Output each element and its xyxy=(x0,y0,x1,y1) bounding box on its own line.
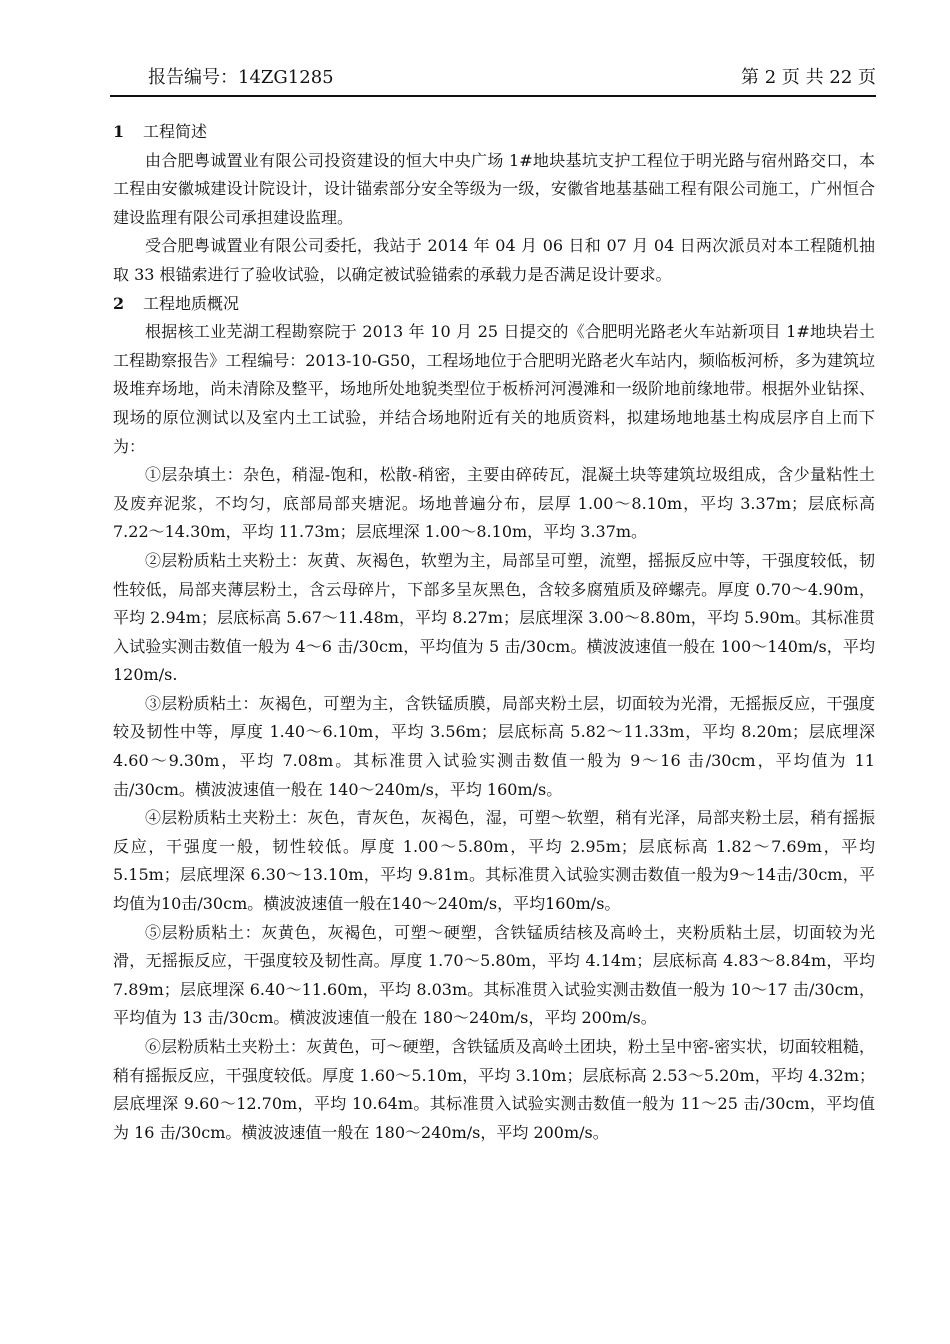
header-divider xyxy=(110,95,876,97)
paragraph: 根据核工业芜湖工程勘察院于 2013 年 10 月 25 日提交的《合肥明光路老火车站新项目 1#地块岩土工程勘察报告》工程编号：2013-10-G50，工程场地位于合肥明光路老火车站内，频临板河桥，多为建筑垃圾堆弃场地，尚未清除及整平，场地所处地貌类型位于板桥河河漫滩和一级阶地前缘地带。根据外业钻探、现场的原位测试以及室内土工试验，并结合场地附近有关的地质资料，拟建场地地基土构成层序自上而下为： xyxy=(113,322,875,456)
section-number: 2 xyxy=(113,293,125,313)
section-heading xyxy=(113,118,875,147)
page-number-info: 第 2 页 共 22 页 xyxy=(741,67,876,88)
section-project-overview xyxy=(113,118,875,290)
document-body xyxy=(113,118,875,1147)
soil-layer-1-paragraph: ①层杂填土：杂色，稍湿-饱和，松散-稍密，主要由碎砖瓦，混凝土块等建筑垃圾组成，含少量粘性土及废弃泥浆，不均匀，底部局部夹塘泥。场地普遍分布，层厚 1.00～8.10m，平均 3.37m；层底标高 7.22～14.30m，平均 11.73m；层底埋深 1.00～8.10m，平均 3.37m。 xyxy=(113,465,875,542)
soil-layer-4-paragraph: ④层粉质粘土夹粉土：灰色，青灰色，灰褐色，湿，可塑～软塑，稍有光泽，局部夹粉土层，稍有摇振反应，干强度一般，韧性较低。厚度 1.00～5.80m，平均 2.95m；层底标高 1.82～7.69m，平均 5.15m；层底埋深 6.30～13.10m，平均 9.81m。其标准贯入试验实测击数值一般为9～14击/30cm，平均值为10击/30cm。横波波速值一般在140～240m/s，平均160m/s。 xyxy=(113,808,875,914)
soil-layer-6-paragraph: ⑥层粉质粘土夹粉土：灰黄色，可～硬塑，含铁锰质及高岭土团块，粉土呈中密-密实状，切面较粗糙，稍有摇振反应，干强度较低。厚度 1.60～5.10m，平均 3.10m；层底标高 2.53～5.20m，平均 4.32m；层底埋深 9.60～12.70m，平均 10.64m。其标准贯入试验实测击数值一般为 11～25 击/30cm，平均值为 16 击/30cm。横波波速值一般在 180～240m/s，平均 200m/s。 xyxy=(113,1037,875,1142)
report-number: 报告编号：14ZG1285 xyxy=(148,67,334,88)
section-number: 1 xyxy=(113,122,125,141)
section-title-text: 工程地质概况 xyxy=(143,293,240,313)
section-geology-overview xyxy=(113,290,875,1148)
paragraph: 受合肥粤诚置业有限公司委托，我站于 2014 年 04 月 06 日和 07 月 04 日两次派员对本工程随机抽取 33 根锚索进行了验收试验，以确定被试验锚索的承载力是否满足设计要求。 xyxy=(113,236,875,284)
paragraph: 由合肥粤诚置业有限公司投资建设的恒大中央广场 1#地块基坑支护工程位于明光路与宿州路交口，本工程由安徽城建设计院设计，设计锚索部分安全等级为一级，安徽省地基基础工程有限公司施工，广州恒合建设监理有限公司承担建设监理。 xyxy=(113,150,875,227)
section-heading xyxy=(113,290,875,319)
section-title-text: 工程简述 xyxy=(143,122,208,141)
soil-layer-2-paragraph: ②层粉质粘土夹粉土：灰黄、灰褐色，软塑为主，局部呈可塑，流塑，摇振反应中等，干强度较低，韧性较低，局部夹薄层粉土，含云母碎片，下部多呈灰黑色，含较多腐殖质及碎螺壳。厚度 0.70～4.90m，平均 2.94m；层底标高 5.67～11.48m，平均 8.27m；层底埋深 3.00～8.80m，平均 5.90m。其标准贯入试验实测击数值一般为 4～6 击/30cm，平均值为 5 击/30cm。横波波速值一般在 100～140m/s，平均 120m/s. xyxy=(113,550,875,685)
soil-layer-5-paragraph: ⑤层粉质粘土：灰黄色，灰褐色，可塑～硬塑，含铁锰质结核及高岭土，夹粉质粘土层，切面较为光滑，无摇振反应，干强度较及韧性高。厚度 1.70～5.80m，平均 4.14m；层底标高 4.83～8.84m，平均 7.89m；层底埋深 6.40～11.60m，平均 8.03m。其标准贯入试验实测击数值一般为 10～17 击/30cm，平均值为 13 击/30cm。横波波速值一般在 180～240m/s，平均 200m/s。 xyxy=(113,922,875,1028)
soil-layer-3-paragraph: ③层粉质粘土：灰褐色，可塑为主，含铁锰质膜，局部夹粉土层，切面较为光滑，无摇振反应，干强度较及韧性中等，厚度 1.40～6.10m，平均 3.56m；层底标高 5.82～11.33m，平均 8.20m；层底埋深 4.60～9.30m，平均 7.08m。其标准贯入试验实测击数值一般为 9～16 击/30cm，平均值为 11 击/30cm。横波波速值一般在 140～240m/s，平均 160m/s。 xyxy=(113,693,875,799)
page-header xyxy=(148,66,876,96)
